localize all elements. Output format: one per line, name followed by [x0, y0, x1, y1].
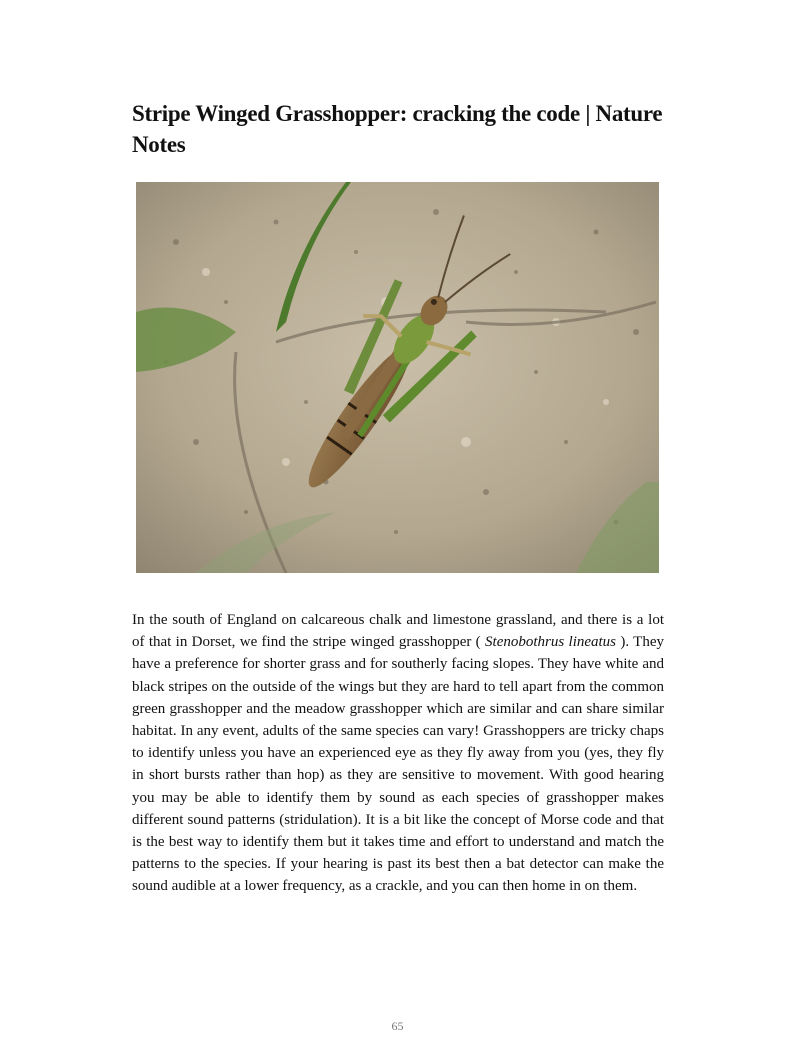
species-name: Stenobothrus lineatus: [480, 634, 621, 651]
grasshopper-photo: [136, 182, 659, 573]
page-title: Stripe Winged Grasshopper: cracking the code | Nature Notes: [132, 101, 663, 157]
body-text-part2: ). They have a preference for shorter grass and for southerly facing slopes. They have white and black stripes on the outside of the wings but they are hard to tell apart from the common green grasshopper and the meadow grasshopper which are similar and can share similar habitat. In any event, adults of the same species can vary! Grasshoppers are tricky chaps to identify unless you have an experienced eye as they fly away from you (yes, they fly in short bursts rather than hop) as they are sensitive to movement. With good hearing you may be able to identify them by sound as each species of grasshopper makes different sound patterns (stridulation). It is a bit like the concept of Morse code and that is the best way to identify them but it takes time and effort to understand and match the patterns to the species. If your hearing is past its best then a bat detector can make the sound audible at a lower frequency, as a crackle, and you can then home in on them.: [132, 634, 664, 895]
body-text-part1: In the south of England on calcareous chalk and limestone grassland, and there is a lot of that in Dorset, we find the stripe winged grasshopper (: [132, 612, 664, 651]
article-body: [132, 609, 664, 898]
page-number: 65: [391, 1019, 404, 1033]
